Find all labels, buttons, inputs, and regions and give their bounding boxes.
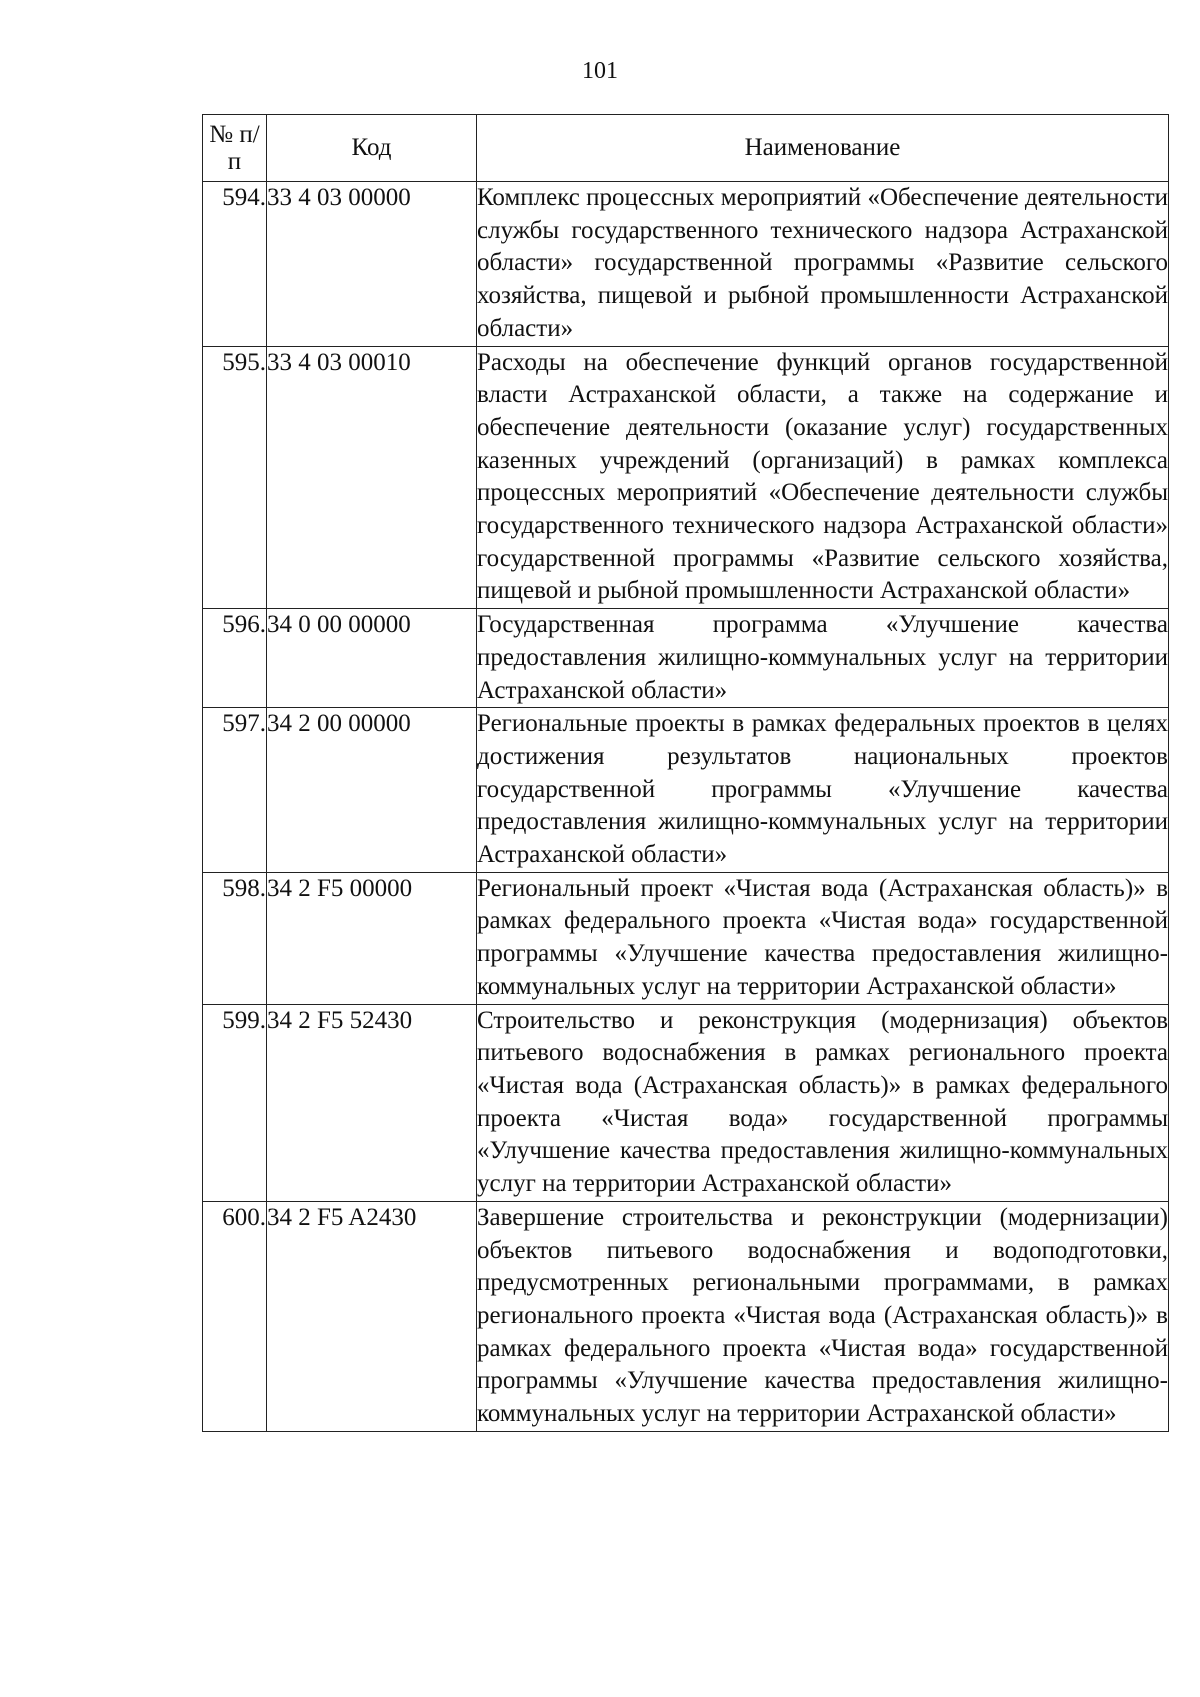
row-num: 595. <box>203 346 267 609</box>
row-code: 34 2 F5 A2430 <box>267 1201 477 1431</box>
row-name: Завершение строительства и реконструкции (модернизации) объектов питьевого водоснабжения и водоподготовки, предусмотренных региональными программами, в рамках регионального проекта «Чистая вода (Астраханская область)» в рамках федерального проекта «Чистая вода» государственной программы «Улучшение качества предоставления жилищно-коммунальных услуг на территории Астраханской области» <box>477 1201 1169 1431</box>
table-row <box>203 1201 1169 1431</box>
row-name: Региональный проект «Чистая вода (Астраханская область)» в рамках федерального проекта «Чистая вода» государственной программы «Улучшение качества предоставления жилищно-коммунальных услуг на территории Астраханской области» <box>477 872 1169 1004</box>
table-header-row <box>203 115 1169 182</box>
row-code: 33 4 03 00010 <box>267 346 477 609</box>
header-num: № п/п <box>203 115 267 182</box>
row-num: 598. <box>203 872 267 1004</box>
table-row <box>203 182 1169 347</box>
row-name: Государственная программа «Улучшение качества предоставления жилищно-коммунальных услуг на территории Астраханской области» <box>477 609 1169 708</box>
header-code: Код <box>267 115 477 182</box>
header-name: Наименование <box>477 115 1169 182</box>
row-num: 596. <box>203 609 267 708</box>
table-row <box>203 609 1169 708</box>
table-row <box>203 1004 1169 1201</box>
row-code: 34 2 F5 00000 <box>267 872 477 1004</box>
table-row <box>203 346 1169 609</box>
row-code: 34 2 00 00000 <box>267 708 477 873</box>
row-code: 34 2 F5 52430 <box>267 1004 477 1201</box>
row-num: 597. <box>203 708 267 873</box>
table-row <box>203 872 1169 1004</box>
row-num: 600. <box>203 1201 267 1431</box>
row-name: Комплекс процессных мероприятий «Обеспечение деятельности службы государственного технического надзора Астраханской области» государственной программы «Развитие сельского хозяйства, пищевой и рыбной промышленности Астраханской области» <box>477 182 1169 347</box>
row-name: Региональные проекты в рамках федеральных проектов в целях достижения результатов национальных проектов государственной программы «Улучшение качества предоставления жилищно-коммунальных услуг на территории Астраханской области» <box>477 708 1169 873</box>
row-name: Строительство и реконструкция (модернизация) объектов питьевого водоснабжения в рамках регионального проекта «Чистая вода (Астраханская область)» в рамках федерального проекта «Чистая вода» государственной программы «Улучшение качества предоставления жилищно-коммунальных услуг на территории Астраханской области» <box>477 1004 1169 1201</box>
table-row <box>203 708 1169 873</box>
budget-codes-table <box>202 114 1169 1432</box>
row-name: Расходы на обеспечение функций органов государственной власти Астраханской области, а также на содержание и обеспечение деятельности (оказание услуг) государственных казенных учреждений (организаций) в рамках комплекса процессных мероприятий «Обеспечение деятельности службы государственного технического надзора Астраханской области» государственной программы «Развитие сельского хозяйства, пищевой и рыбной промышленности Астраханской области» <box>477 346 1169 609</box>
row-code: 34 0 00 00000 <box>267 609 477 708</box>
page-number: 101 <box>582 58 618 84</box>
row-code: 33 4 03 00000 <box>267 182 477 347</box>
row-num: 594. <box>203 182 267 347</box>
row-num: 599. <box>203 1004 267 1201</box>
